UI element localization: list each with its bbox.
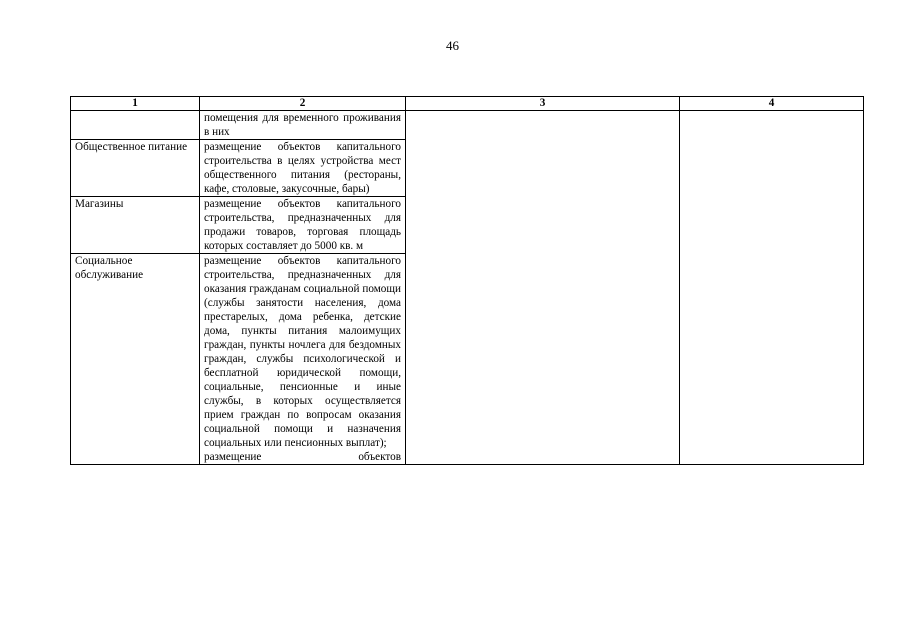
use-name-cell: Магазины — [71, 197, 200, 254]
use-name-cell: Социальное обслуживание — [71, 254, 200, 465]
header-col-1: 1 — [71, 97, 200, 111]
use-description-cell — [200, 140, 406, 197]
header-col-3: 3 — [406, 97, 680, 111]
header-col-2: 2 — [200, 97, 406, 111]
land-use-table — [70, 96, 864, 465]
use-description: размещение объектов капитального строительства, предназначенных для продажи товаров, торговая площадь которых составляет до 5000 кв. м — [204, 198, 401, 252]
use-description-continued: размещение объектов — [204, 451, 401, 463]
use-description-cell — [200, 197, 406, 254]
use-description: помещения для временного проживания в них — [204, 112, 401, 138]
page-number: 46 — [446, 38, 459, 53]
column-3-cell — [406, 111, 680, 465]
column-4-cell — [680, 111, 864, 465]
use-description-cell — [200, 254, 406, 465]
table-row — [71, 111, 864, 140]
use-description: размещение объектов капитального строительства в целях устройства мест общественного питания (рестораны, кафе, столовые, закусочные, бары) — [204, 141, 401, 195]
use-description: размещение объектов капитального строительства, предназначенных для оказания гражданам социальной помощи (службы занятости населения, дома престарелых, дома ребенка, детские дома, пункты питания малоимущих граждан, пункты ночлега для бездомных граждан, службы психологической и бесплатной юридической помощи, социальные, пенсионные и иные службы, в которых осуществляется прием граждан по вопросам оказания социальной помощи и назначения социальных или пенсионных выплат); — [204, 255, 401, 449]
header-col-4: 4 — [680, 97, 864, 111]
use-description-cell — [200, 111, 406, 140]
use-name-cell: Общественное питание — [71, 140, 200, 197]
table-header-row — [71, 97, 864, 111]
use-name-cell — [71, 111, 200, 140]
